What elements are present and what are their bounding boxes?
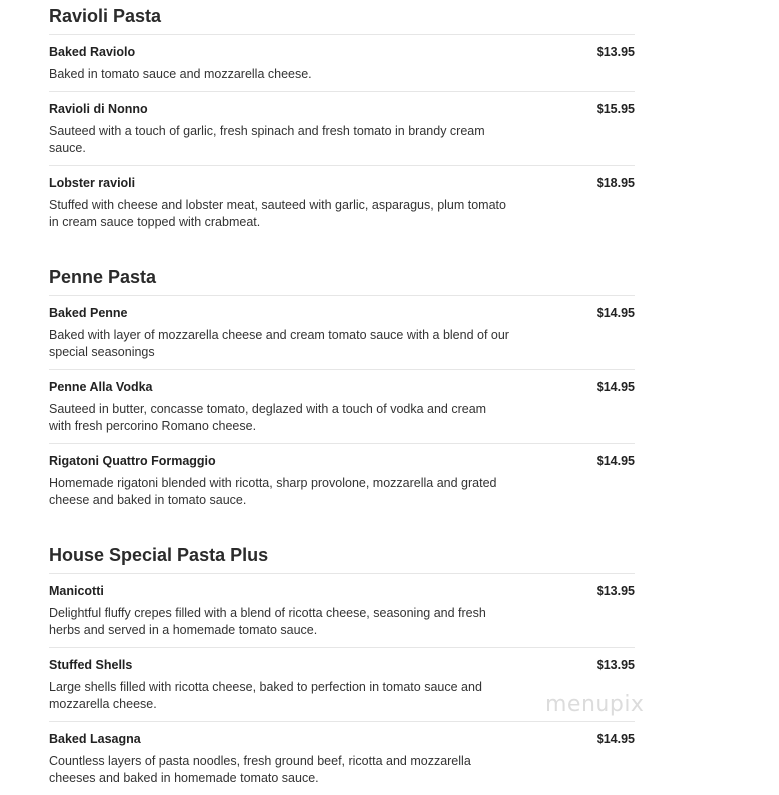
menu-item xyxy=(49,574,635,648)
item-price: $15.95 xyxy=(596,102,635,116)
menu-item xyxy=(49,722,635,795)
menu-item xyxy=(49,166,635,239)
item-price: $14.95 xyxy=(596,306,635,320)
item-description: Baked in tomato sauce and mozzarella cheese. xyxy=(49,67,312,81)
item-description: Sauteed in butter, concasse tomato, deglazed with a touch of vodka and cream with fresh percorino Romano cheese. xyxy=(49,402,487,433)
item-price: $13.95 xyxy=(596,584,635,598)
item-description: Countless layers of pasta noodles, fresh ground beef, ricotta and mozzarella cheeses and baked in homemade tomato sauce. xyxy=(49,754,471,785)
item-name: Manicotti xyxy=(49,584,104,598)
section-title: Ravioli Pasta xyxy=(49,0,635,35)
item-name: Ravioli di Nonno xyxy=(49,102,148,116)
item-description: Delightful fluffy crepes filled with a blend of ricotta cheese, seasoning and fresh herbs and served in a homemade tomato sauce. xyxy=(49,606,486,637)
menu-section xyxy=(49,0,635,239)
menu-item xyxy=(49,444,635,517)
menu-section xyxy=(49,539,635,795)
item-name: Stuffed Shells xyxy=(49,658,133,672)
watermark: menupix xyxy=(545,692,645,717)
section-title: Penne Pasta xyxy=(49,261,635,296)
item-price: $13.95 xyxy=(596,45,635,59)
menu-item xyxy=(49,296,635,370)
item-price: $14.95 xyxy=(596,732,635,746)
item-price: $14.95 xyxy=(596,380,635,394)
item-price: $14.95 xyxy=(596,454,635,468)
item-name: Baked Lasagna xyxy=(49,732,141,746)
item-description: Stuffed with cheese and lobster meat, sauteed with garlic, asparagus, plum tomato in cream sauce topped with crabmeat. xyxy=(49,198,506,229)
menu xyxy=(49,0,635,795)
section-title: House Special Pasta Plus xyxy=(49,539,635,574)
item-description: Sauteed with a touch of garlic, fresh spinach and fresh tomato in brandy cream sauce. xyxy=(49,124,485,155)
item-description: Homemade rigatoni blended with ricotta, sharp provolone, mozzarella and grated cheese and baked in tomato sauce. xyxy=(49,476,497,507)
item-name: Baked Raviolo xyxy=(49,45,136,59)
item-name: Rigatoni Quattro Formaggio xyxy=(49,454,216,468)
item-name: Lobster ravioli xyxy=(49,176,136,190)
item-description: Large shells filled with ricotta cheese, baked to perfection in tomato sauce and mozzarella cheese. xyxy=(49,680,482,711)
menu-item xyxy=(49,370,635,444)
item-price: $18.95 xyxy=(596,176,635,190)
menu-item xyxy=(49,92,635,166)
item-description: Baked with layer of mozzarella cheese and cream tomato sauce with a blend of our special seasonings xyxy=(49,328,509,359)
menu-section xyxy=(49,261,635,517)
item-name: Penne Alla Vodka xyxy=(49,380,153,394)
menu-item xyxy=(49,35,635,92)
item-name: Baked Penne xyxy=(49,306,128,320)
item-price: $13.95 xyxy=(596,658,635,672)
